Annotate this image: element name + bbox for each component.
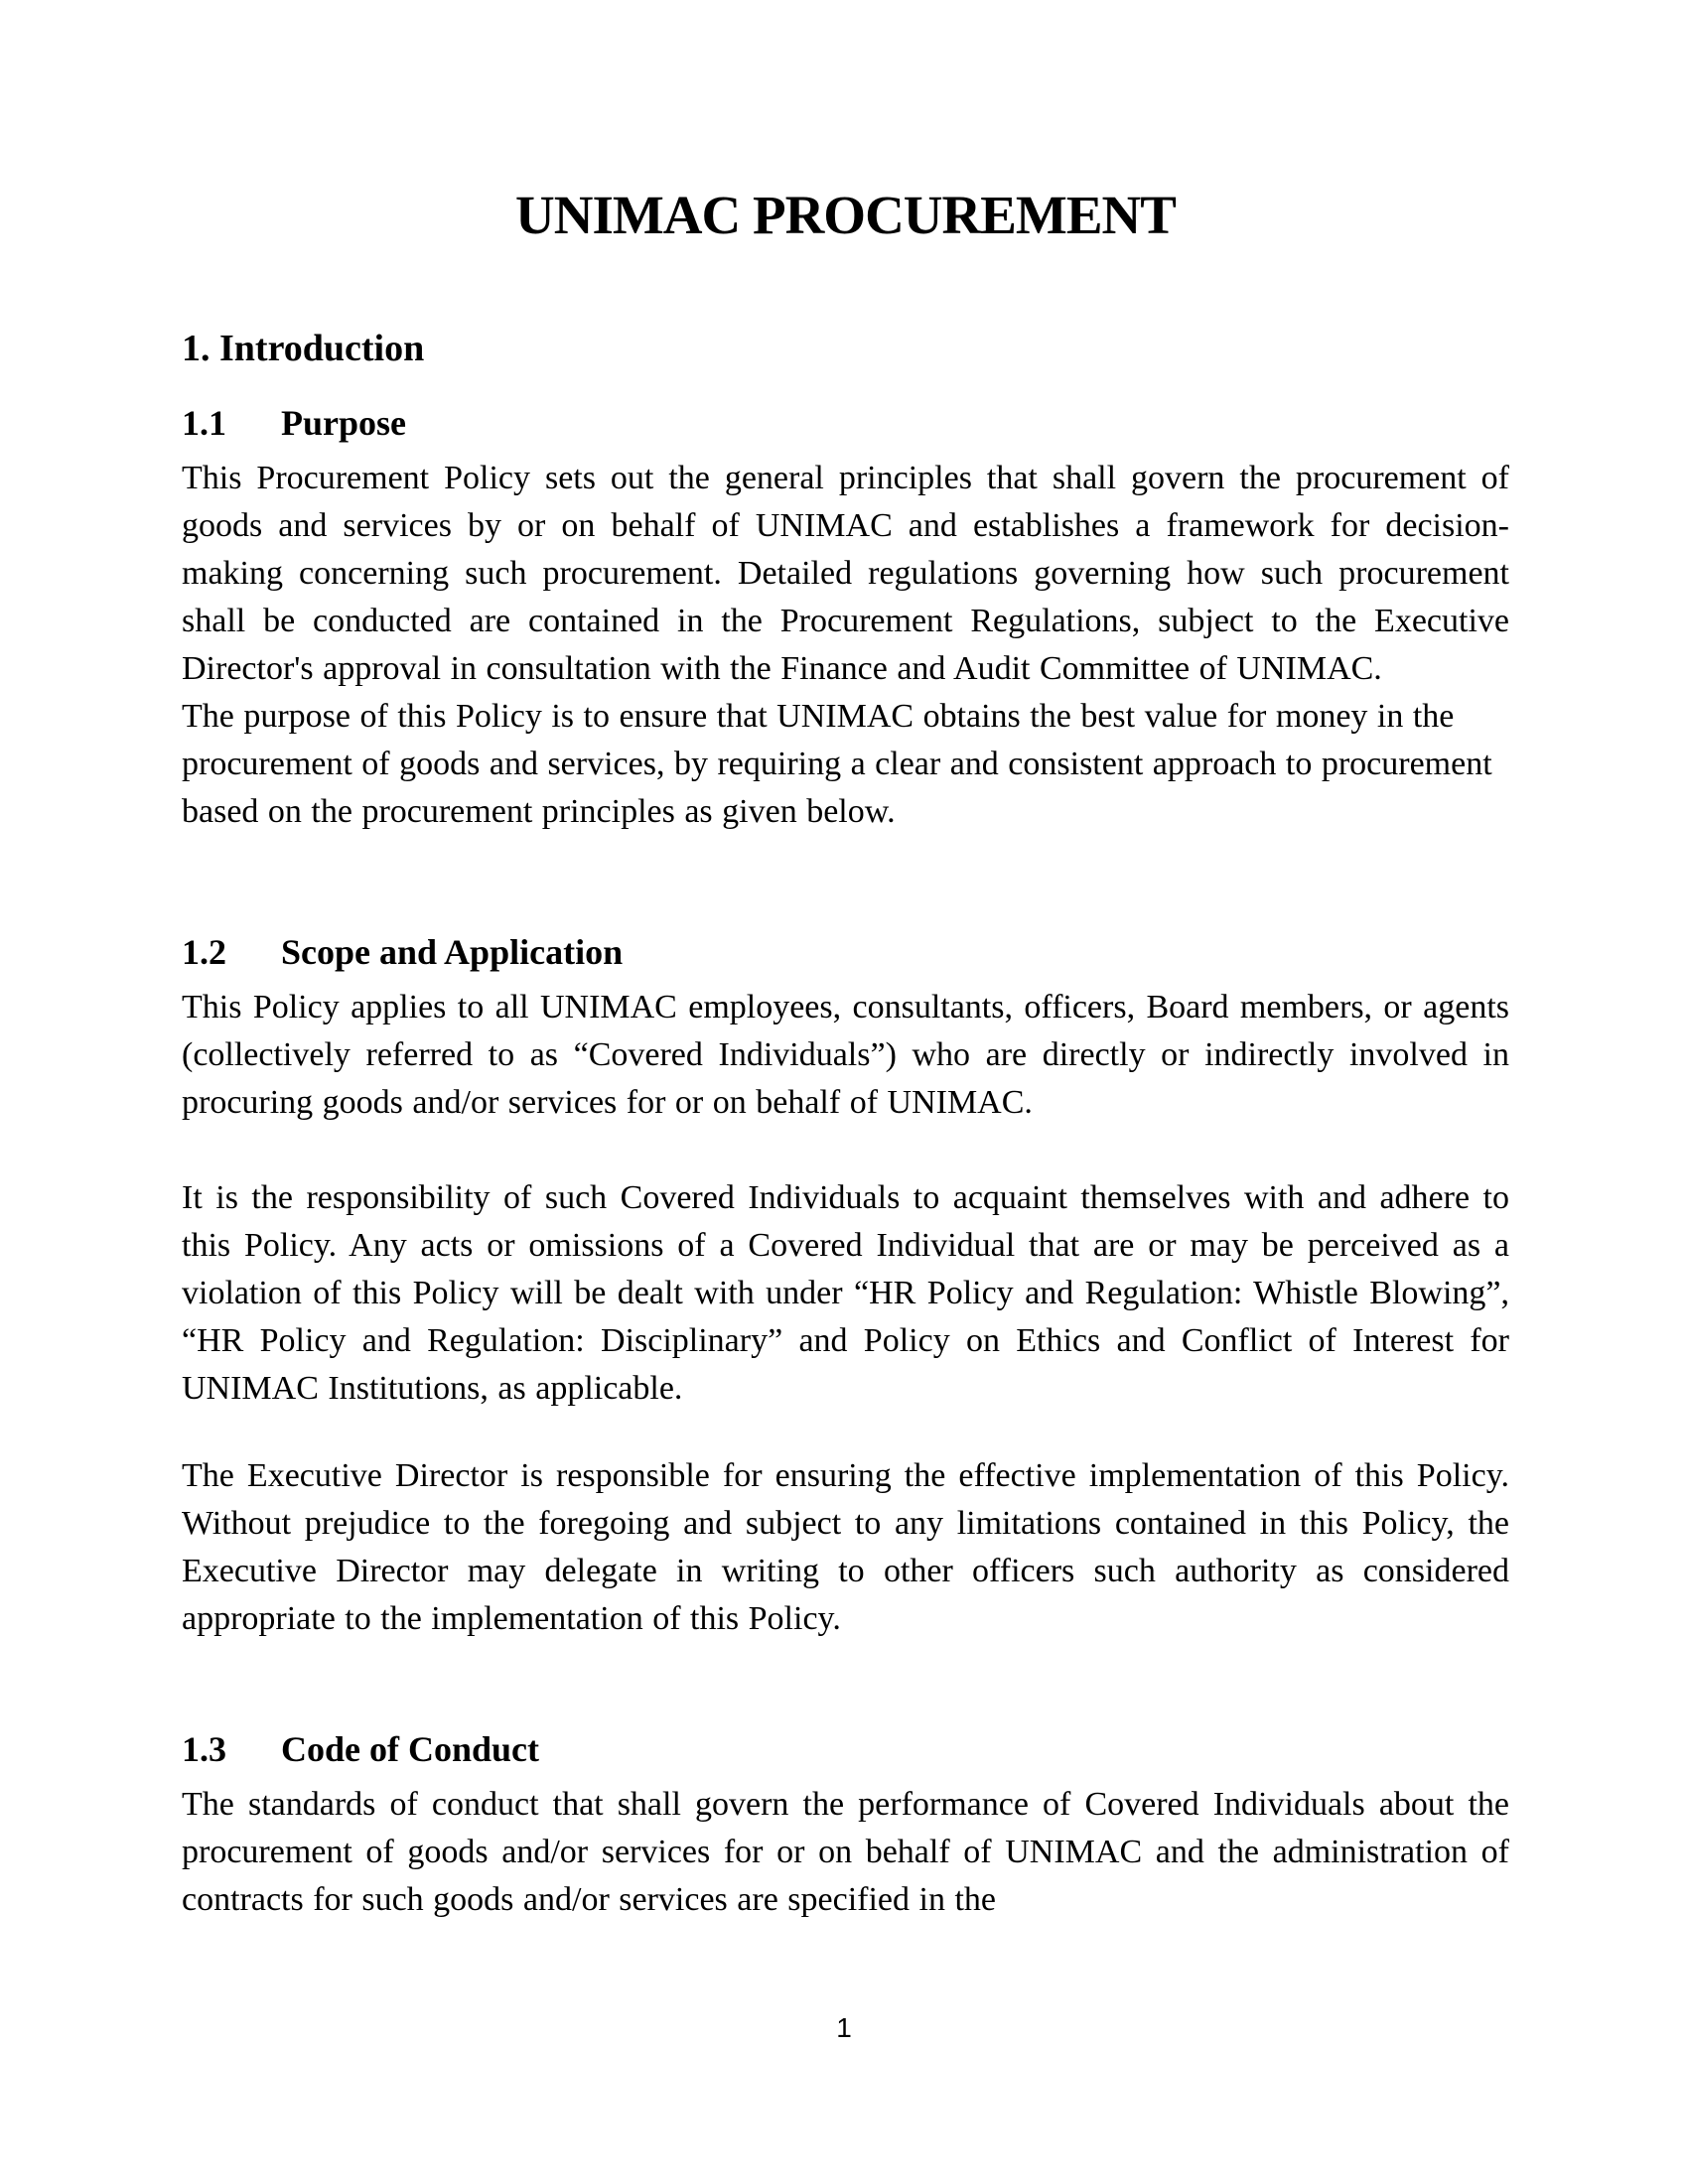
subsection-title: Code of Conduct [281, 1729, 540, 1769]
paragraph-scope-3: The Executive Director is responsible for ensuring the effective implementation of this Policy. Without prejudice to the foregoing and subject to any limitations contained in this Policy, the Executive Director may delegate in writing to other officers such authority as considered appropriate to the implementation of this Policy. [182, 1457, 1509, 1637]
subsection-heading-scope [182, 930, 1509, 974]
page-number: 1 [836, 2012, 852, 2043]
subsection-number: 1.3 [182, 1729, 226, 1769]
subsection-number: 1.1 [182, 403, 226, 443]
section-heading-introduction: 1. Introduction [182, 328, 425, 369]
document-content [182, 0, 1509, 1924]
subsection-heading-code-of-conduct [182, 1727, 1509, 1771]
paragraph-purpose-2: The purpose of this Policy is to ensure that UNIMAC obtains the best value for money in the procurement of goods and services, by requiring a clear and consistent approach to procurement based on the procurement principles as given below. [182, 698, 1492, 830]
document-title: UNIMAC PROCUREMENT [515, 185, 1176, 245]
paragraph-scope-1: This Policy applies to all UNIMAC employees, consultants, officers, Board members, or agents (collectively referred to as “Covered Individuals”) who are directly or indirectly involved in procuring goods and/or services for or on behalf of UNIMAC. [182, 989, 1509, 1121]
subsection-heading-purpose [182, 401, 1509, 445]
paragraph-purpose-1: This Procurement Policy sets out the general principles that shall govern the procurement of goods and services by or on behalf of UNIMAC and establishes a framework for decision-making concerning such procurement. Detailed regulations governing how such procurement shall be conducted are contained in the Procurement Regulations, subject to the Executive Director's approval in consultation with the Finance and Audit Committee of UNIMAC. [182, 460, 1509, 687]
subsection-title: Scope and Application [281, 932, 624, 972]
paragraph-code-of-conduct-1: The standards of conduct that shall govern the performance of Covered Individuals about the procurement of goods and/or services for or on behalf of UNIMAC and the administration of contracts for such goods and/or services are specified in the [182, 1786, 1509, 1918]
subsection-title: Purpose [281, 403, 406, 443]
paragraph-scope-2: It is the responsibility of such Covered Individuals to acquaint themselves with and adhere to this Policy. Any acts or omissions of a Covered Individual that are or may be perceived as a violation of this Policy will be dealt with under “HR Policy and Regulation: Whistle Blowing”, “HR Policy and Regulation: Disciplinary” and Policy on Ethics and Conflict of Interest for UNIMAC Institutions, as applicable. [182, 1179, 1509, 1407]
subsection-number: 1.2 [182, 932, 226, 972]
